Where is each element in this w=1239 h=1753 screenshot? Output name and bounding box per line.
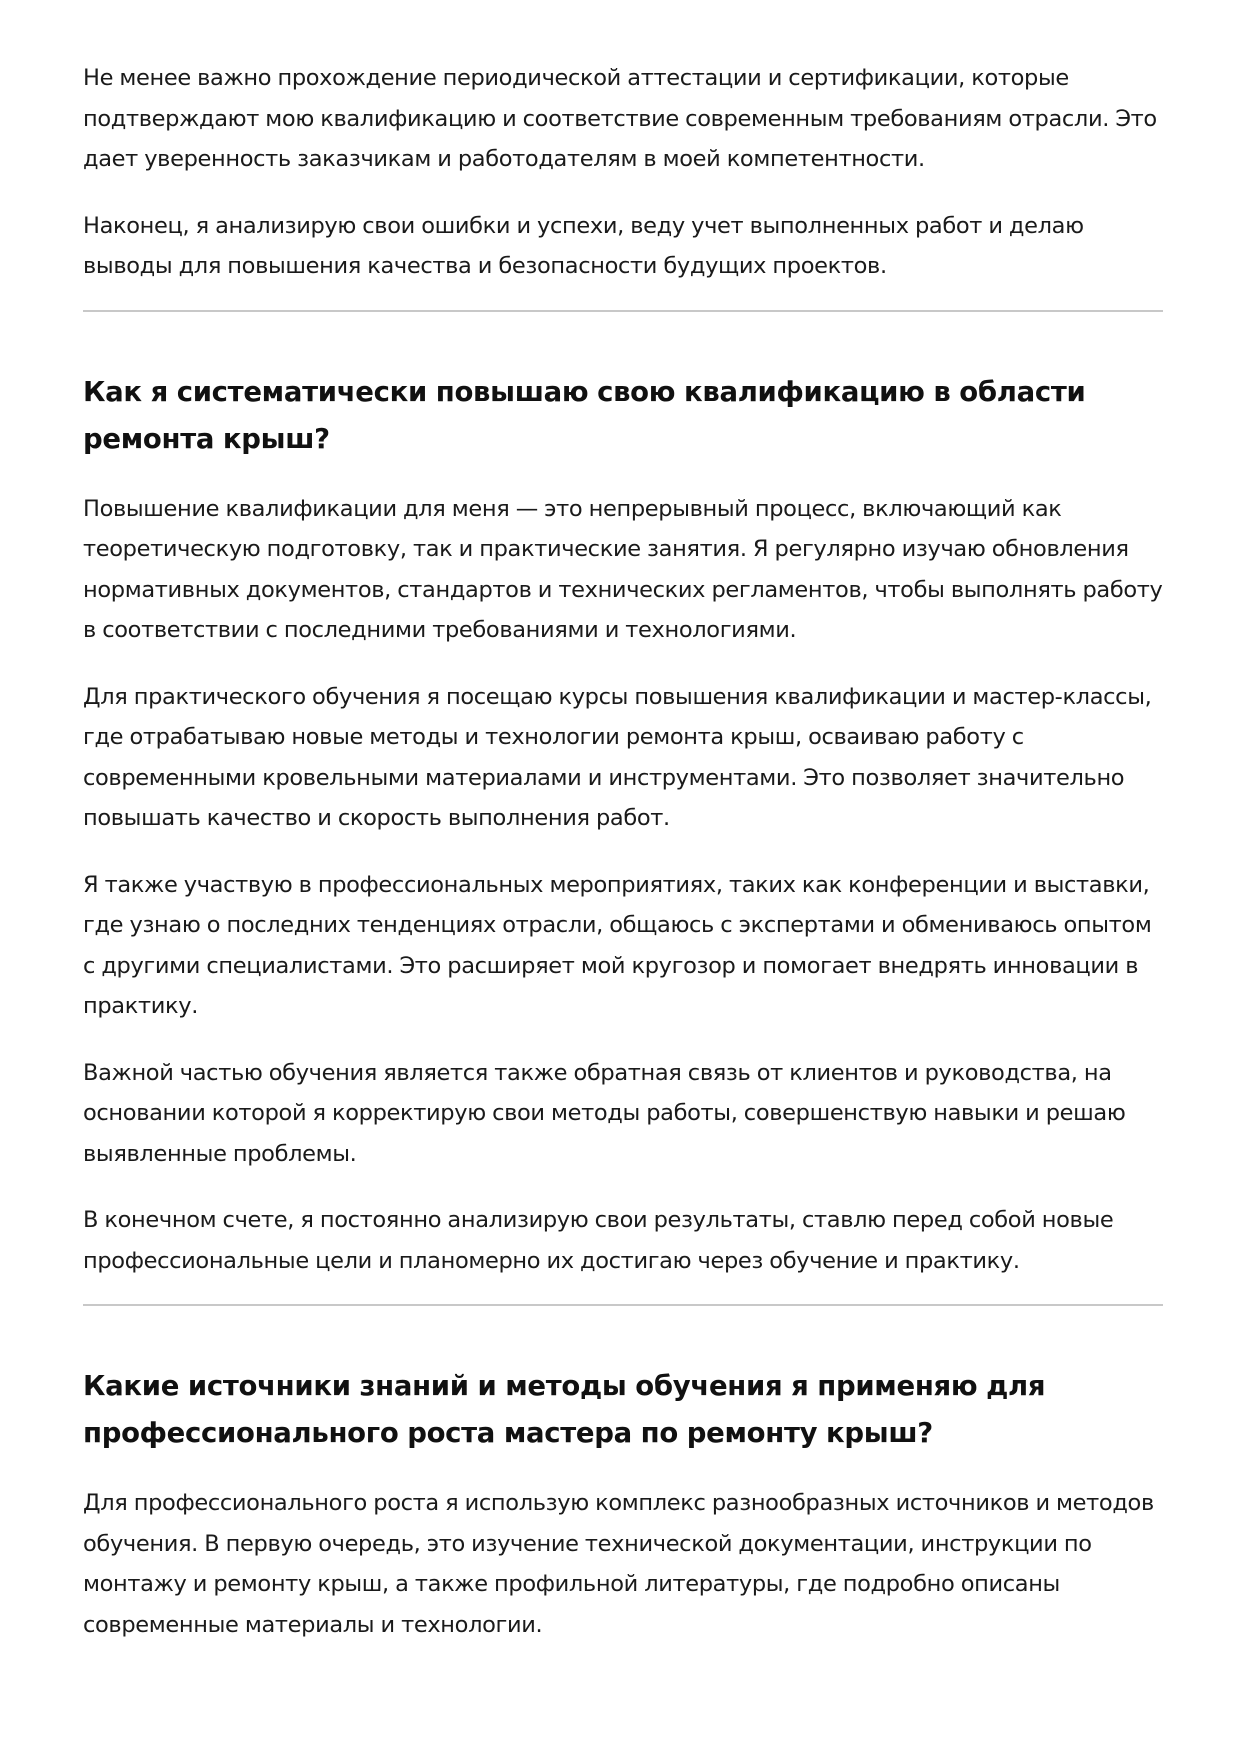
section-divider — [83, 310, 1163, 312]
paragraph: Я также участвую в профессиональных мероприятиях, таких как конференции и выставки, где узнаю о последних тенденциях отрасли, общаюсь с экспертами и обмениваюсь опытом с другими специалистами. Это расширяет мой кругозор и помогает внедрять инновации в практику. — [83, 871, 1152, 1019]
paragraph: Наконец, я анализирую свои ошибки и успехи, веду учет выполненных работ и делаю выводы для повышения качества и безопасности будущих проектов. — [83, 212, 1084, 279]
section-divider — [83, 1304, 1163, 1306]
paragraph: Для профессионального роста я использую комплекс разнообразных источников и методов обучения. В первую очередь, это изучение технической документации, инструкции по монтажу и ремонту крыш, а также профильной литературы, где подробно описаны современные материалы и технологии. — [83, 1490, 1154, 1638]
paragraph: В конечном счете, я постоянно анализирую свои результаты, ставлю перед собой новые профессиональные цели и планомерно их достигаю через обучение и практику. — [83, 1207, 1114, 1274]
document-page — [83, 58, 1163, 1645]
paragraph: Не менее важно прохождение периодической аттестации и сертификации, которые подтверждают мою квалификацию и соответствие современным требованиям отрасли. Это дает уверенность заказчикам и работодателям в моей компетентности. — [83, 65, 1157, 172]
paragraph: Важной частью обучения является также обратная связь от клиентов и руководства, на основании которой я корректирую свои методы работы, совершенствую навыки и решаю выявленные проблемы. — [83, 1059, 1126, 1167]
section-heading-qualification: Как я систематически повышаю свою квалификацию в области ремонта крыш? — [83, 375, 1086, 455]
paragraph: Для практического обучения я посещаю курсы повышения квалификации и мастер-классы, где отрабатываю новые методы и технологии ремонта крыш, осваиваю работу с современными кровельными материалами и инструментами. Это позволяет значительно повышать качество и скорость выполнения работ. — [83, 683, 1152, 831]
paragraph: Повышение квалификации для меня — это непрерывный процесс, включающий как теоретическую подготовку, так и практические занятия. Я регулярно изучаю обновления нормативных документов, стандартов и технических регламентов, чтобы выполнять работу в соответствии с последними требованиями и технологиями. — [83, 495, 1163, 643]
section-heading-sources: Какие источники знаний и методы обучения я применяю для профессионального роста мастера по ремонту крыш? — [83, 1370, 1046, 1449]
